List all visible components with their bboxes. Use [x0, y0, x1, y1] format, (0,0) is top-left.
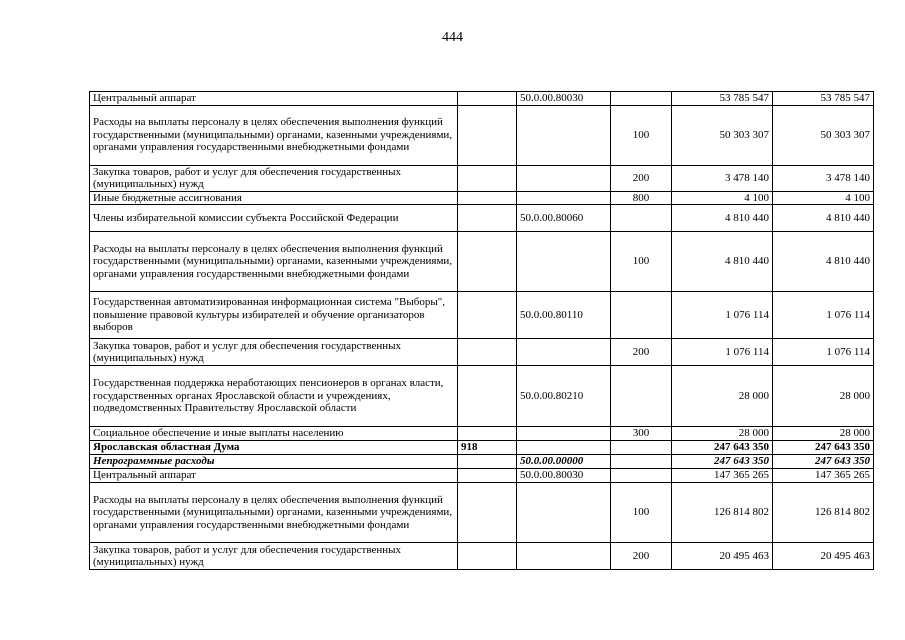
expense-type-cell: 200: [611, 339, 672, 366]
expense-type-cell: 100: [611, 105, 672, 165]
target-article-cell: [517, 165, 611, 191]
expense-type-cell: [611, 292, 672, 339]
row-name-cell: Непрограммные расходы: [90, 455, 458, 469]
amount-year-1-cell: 4 810 440: [672, 232, 773, 292]
row-name-cell: Центральный аппарат: [90, 92, 458, 106]
target-article-cell: [517, 105, 611, 165]
row-name-cell: Расходы на выплаты персоналу в целях обеспечения выполнения функций государственными (муниципальными) органами, казенными учреждениями, органами управления государственными внебюджетными фондами: [90, 232, 458, 292]
amount-year-2-cell: 247 643 350: [773, 455, 874, 469]
table-row: [90, 232, 874, 292]
page-number: 444: [442, 30, 463, 45]
ministry-code-cell: [458, 92, 517, 106]
target-article-cell: 50.0.00.80060: [517, 205, 611, 232]
row-name-cell: Государственная автоматизированная информационная система "Выборы", повышение правовой культуры избирателей и обучение организаторов выборов: [90, 292, 458, 339]
expense-type-cell: [611, 455, 672, 469]
expense-type-cell: 100: [611, 232, 672, 292]
amount-year-1-cell: 4 100: [672, 191, 773, 205]
amount-year-1-cell: 28 000: [672, 427, 773, 441]
target-article-cell: 50.0.00.80030: [517, 469, 611, 483]
ministry-code-cell: [458, 292, 517, 339]
amount-year-2-cell: 126 814 802: [773, 483, 874, 543]
row-name-cell: Ярославская областная Дума: [90, 441, 458, 455]
expense-type-cell: 300: [611, 427, 672, 441]
expense-type-cell: [611, 366, 672, 427]
table-row: [90, 483, 874, 543]
amount-year-1-cell: 247 643 350: [672, 455, 773, 469]
row-name-cell: Закупка товаров, работ и услуг для обеспечения государственных (муниципальных) нужд: [90, 339, 458, 366]
amount-year-1-cell: 247 643 350: [672, 441, 773, 455]
row-name-cell: Расходы на выплаты персоналу в целях обеспечения выполнения функций государственными (муниципальными) органами, казенными учреждениями, органами управления государственными внебюджетными фондами: [90, 105, 458, 165]
table-row: [90, 469, 874, 483]
row-name-cell: Закупка товаров, работ и услуг для обеспечения государственных (муниципальных) нужд: [90, 543, 458, 570]
ministry-code-cell: [458, 205, 517, 232]
row-name-cell: Центральный аппарат: [90, 469, 458, 483]
target-article-cell: [517, 483, 611, 543]
table-row: [90, 339, 874, 366]
target-article-cell: [517, 543, 611, 570]
ministry-code-cell: [458, 339, 517, 366]
amount-year-2-cell: 50 303 307: [773, 105, 874, 165]
row-name-cell: Члены избирательной комиссии субъекта Российской Федерации: [90, 205, 458, 232]
expense-type-cell: [611, 441, 672, 455]
ministry-code-cell: [458, 366, 517, 427]
amount-year-2-cell: 1 076 114: [773, 339, 874, 366]
ministry-code-cell: [458, 427, 517, 441]
ministry-code-cell: [458, 455, 517, 469]
target-article-cell: 50.0.00.80210: [517, 366, 611, 427]
row-name-cell: Иные бюджетные ассигнования: [90, 191, 458, 205]
amount-year-2-cell: 28 000: [773, 427, 874, 441]
target-article-cell: 50.0.00.80110: [517, 292, 611, 339]
amount-year-2-cell: 4 810 440: [773, 232, 874, 292]
target-article-cell: [517, 339, 611, 366]
ministry-code-cell: [458, 191, 517, 205]
amount-year-2-cell: 28 000: [773, 366, 874, 427]
amount-year-2-cell: 20 495 463: [773, 543, 874, 570]
target-article-cell: [517, 427, 611, 441]
row-name-cell: Закупка товаров, работ и услуг для обеспечения государственных (муниципальных) нужд: [90, 165, 458, 191]
amount-year-1-cell: 53 785 547: [672, 92, 773, 106]
expense-type-cell: 100: [611, 483, 672, 543]
ministry-code-cell: 918: [458, 441, 517, 455]
target-article-cell: [517, 191, 611, 205]
amount-year-2-cell: 53 785 547: [773, 92, 874, 106]
table-row: [90, 543, 874, 570]
amount-year-1-cell: 28 000: [672, 366, 773, 427]
target-article-cell: [517, 441, 611, 455]
table-row: [90, 441, 874, 455]
table-row: [90, 366, 874, 427]
table-row: [90, 105, 874, 165]
table-row: [90, 92, 874, 106]
ministry-code-cell: [458, 165, 517, 191]
ministry-code-cell: [458, 483, 517, 543]
target-article-cell: 50.0.00.80030: [517, 92, 611, 106]
expense-type-cell: [611, 469, 672, 483]
row-name-cell: Социальное обеспечение и иные выплаты населению: [90, 427, 458, 441]
amount-year-2-cell: 147 365 265: [773, 469, 874, 483]
ministry-code-cell: [458, 232, 517, 292]
target-article-cell: 50.0.00.00000: [517, 455, 611, 469]
target-article-cell: [517, 232, 611, 292]
amount-year-1-cell: 147 365 265: [672, 469, 773, 483]
amount-year-1-cell: 126 814 802: [672, 483, 773, 543]
amount-year-1-cell: 1 076 114: [672, 339, 773, 366]
amount-year-2-cell: 4 100: [773, 191, 874, 205]
budget-table-body: [90, 92, 874, 570]
amount-year-1-cell: 3 478 140: [672, 165, 773, 191]
ministry-code-cell: [458, 469, 517, 483]
amount-year-1-cell: 4 810 440: [672, 205, 773, 232]
amount-year-2-cell: 1 076 114: [773, 292, 874, 339]
table-row: [90, 292, 874, 339]
expense-type-cell: [611, 205, 672, 232]
budget-table: [89, 91, 874, 570]
ministry-code-cell: [458, 105, 517, 165]
table-row: [90, 455, 874, 469]
amount-year-1-cell: 1 076 114: [672, 292, 773, 339]
expense-type-cell: 200: [611, 543, 672, 570]
expense-type-cell: 800: [611, 191, 672, 205]
amount-year-2-cell: 247 643 350: [773, 441, 874, 455]
table-row: [90, 191, 874, 205]
amount-year-1-cell: 20 495 463: [672, 543, 773, 570]
row-name-cell: Государственная поддержка неработающих пенсионеров в органах власти, государственных органах Ярославской области и учреждениях, подведомственных Правительству Ярославской области: [90, 366, 458, 427]
amount-year-2-cell: 3 478 140: [773, 165, 874, 191]
expense-type-cell: [611, 92, 672, 106]
table-row: [90, 165, 874, 191]
expense-type-cell: 200: [611, 165, 672, 191]
ministry-code-cell: [458, 543, 517, 570]
row-name-cell: Расходы на выплаты персоналу в целях обеспечения выполнения функций государственными (муниципальными) органами, казенными учреждениями, органами управления государственными внебюджетными фондами: [90, 483, 458, 543]
table-row: [90, 427, 874, 441]
amount-year-1-cell: 50 303 307: [672, 105, 773, 165]
table-row: [90, 205, 874, 232]
amount-year-2-cell: 4 810 440: [773, 205, 874, 232]
